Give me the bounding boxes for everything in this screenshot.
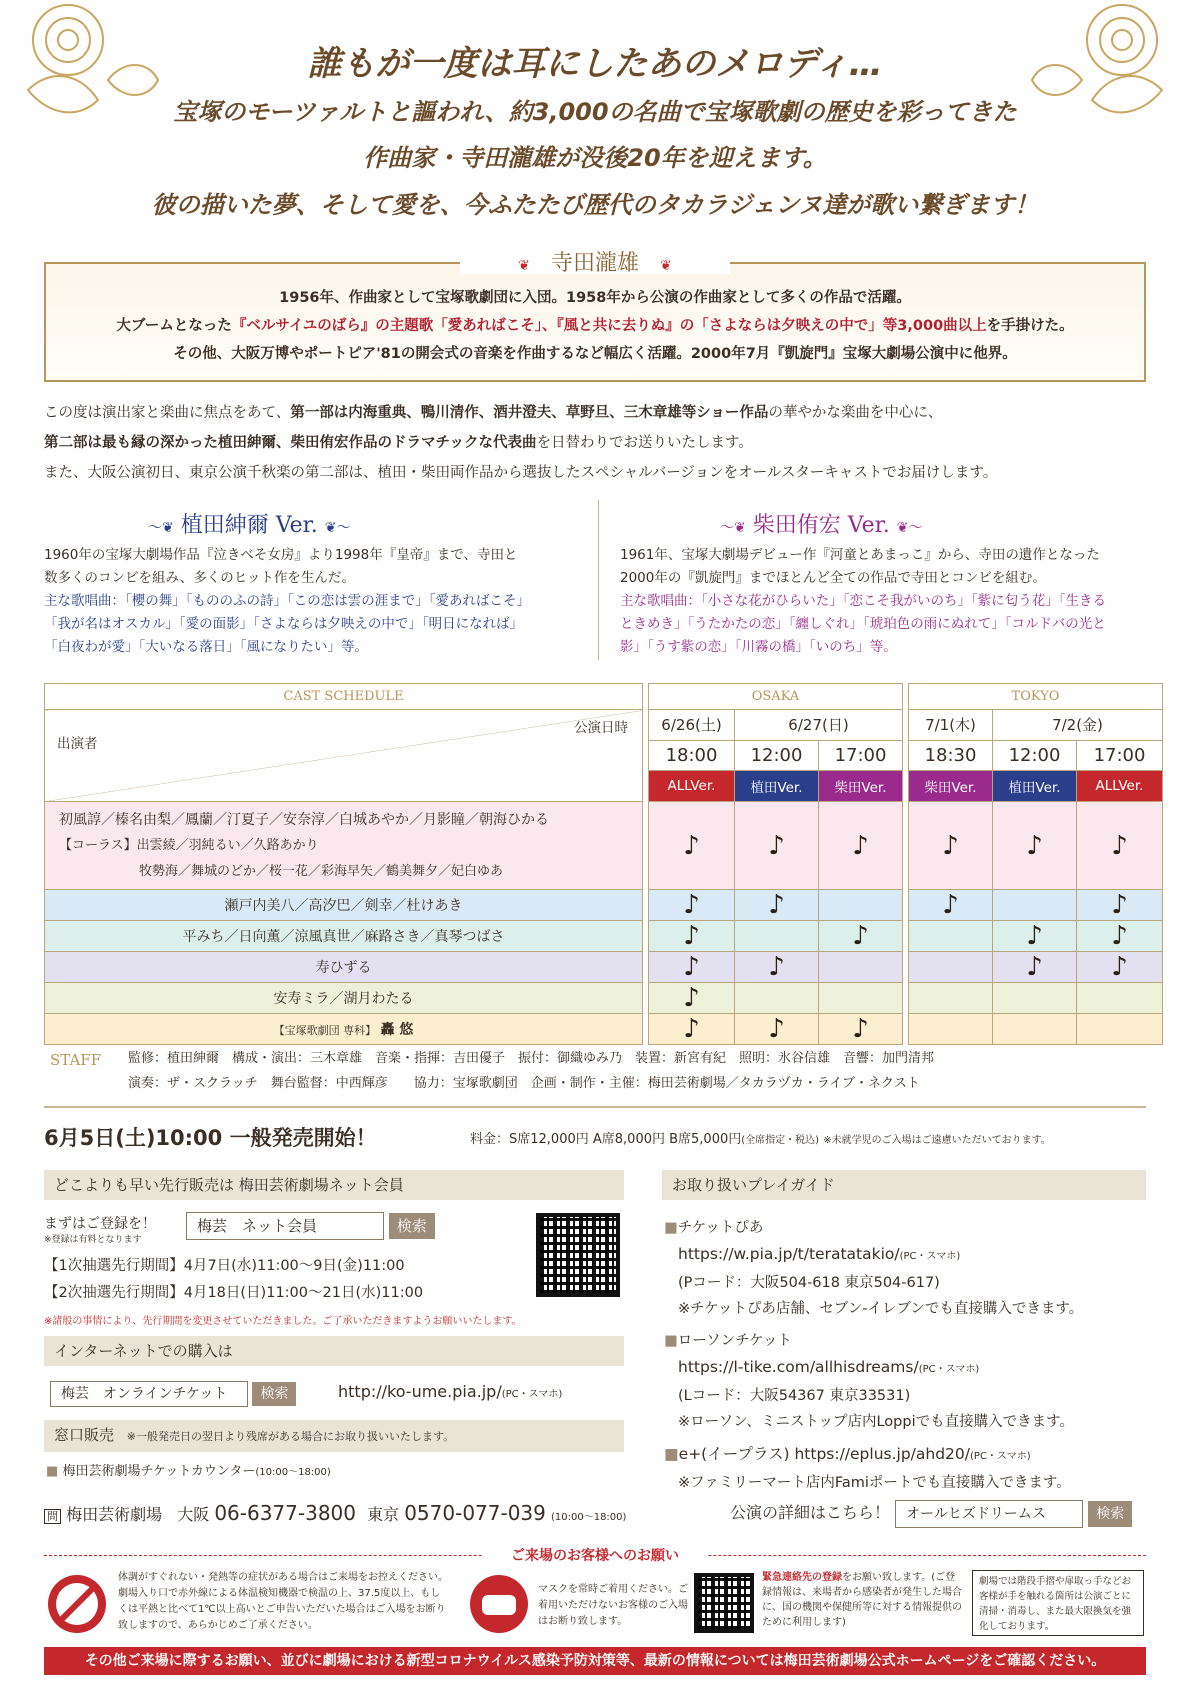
note-icon: ♪ (1077, 952, 1163, 983)
schedule-notice: ※諸般の事情により、先行期間を変更させていただきました。ご了承いただきますようお願いいたします。 (44, 1316, 522, 1327)
cast-row: 【宝塚歌劇団 専科】 轟 悠 (45, 1014, 643, 1045)
date-cell: 6/27(日) (735, 710, 903, 741)
time-cell: 12:00 (735, 740, 819, 771)
note-icon: ♪ (1077, 890, 1163, 921)
cast-row: 瀬戸内美八／高汐巴／剣幸／杜けあき (45, 890, 643, 921)
online-bar: インターネットでの購入は (44, 1336, 624, 1366)
qr-code-icon (536, 1213, 620, 1297)
headline-line1: 誰もが一度は耳にしたあのメロディ… (307, 44, 883, 84)
cast-row: 寿ひずる (45, 952, 643, 983)
note-icon: ♪ (1077, 921, 1163, 952)
cast-schedule-table (44, 683, 1163, 1045)
note-icon: ♪ (735, 952, 819, 983)
note-icon: ♪ (649, 802, 735, 890)
register-text: まずはご登録を！ (44, 1216, 156, 1232)
member-search-input[interactable]: 梅芸 ネット会員 (186, 1212, 384, 1240)
registration-qr-icon (694, 1573, 754, 1633)
sale-title: 6月5日(土)10:00 一般発売開始！ (44, 1126, 377, 1150)
bio-title: ❦ 寺田瀧雄 ❦ (460, 246, 730, 274)
version-badge: 植田Ver. (735, 771, 819, 802)
note-icon: ♪ (819, 1014, 903, 1045)
pia-heading: ■チケットぴあ (664, 1220, 764, 1236)
note-icon: ♪ (649, 1014, 735, 1045)
note-icon: ♪ (1077, 802, 1163, 890)
note-icon: ♪ (993, 952, 1077, 983)
note-icon: ♪ (649, 952, 735, 983)
details-search-input[interactable]: オールヒズドリームス (895, 1500, 1083, 1528)
ueda-title: 〜❦ 植田紳爾 Ver. ❦〜 (148, 513, 351, 538)
window-counter: ■ 梅田芸術劇場チケットカウンター(10:00〜18:00) (46, 1464, 331, 1479)
online-search-input[interactable]: 梅芸 オンラインチケット (50, 1381, 248, 1407)
time-cell: 18:30 (909, 740, 993, 771)
details-search: 公演の詳細はこちら！ オールヒズドリームス 検索 (730, 1500, 1132, 1528)
date-cell: 7/1(木) (909, 710, 993, 741)
version-badge: ALLVer. (1077, 771, 1163, 802)
shibata-title: 〜❦ 柴田侑宏 Ver. ❦〜 (720, 513, 923, 538)
performer-label: 出演者 (57, 736, 98, 752)
playguide-list: ■チケットぴあ https://w.pia.jp/t/teratatakio/(PC・スマホ) (Pコード：大阪504-618 東京504-617) ※チケットぴあ店舗、セブン-イレブンでも直接購入できます。 ■ローソンチケット https://l-tike.com/allhisdreams/(PC・スマホ) (Lコード：大阪54367 東京33531) ※ローソン、ミニストップ店内Loppiでも直接購入できます。 ■e+(イープラス) https://eplus.jp/ahd20/(PC・スマホ) ※ファミリーマート店内Famiポートでも直接購入できます。 (664, 1215, 1083, 1496)
member-search (186, 1212, 435, 1240)
phone-icon: 問 (44, 1509, 61, 1524)
pia-url[interactable]: https://w.pia.jp/t/teratatakio/(PC・スマホ) (678, 1245, 961, 1263)
shibata-description: 1961年、宝塚大劇場デビュー作『河童とあまっこ』から、寺田の遺作となった 2000年の『凱旋門』までほとんど全ての作品で寺田とコンビを組む。 主な歌唱曲：「小さな花がひらいた」「恋こそ我がいのち」「紫に匂う花」「生きる ときめき」「うたかたの恋」「纏しぐれ」「琥珀色の雨にぬれて」「コルドバの光と 影」「うす紫の恋」「川霧の橋」「いのち」等。 (620, 547, 1106, 655)
time-cell: 18:00 (649, 740, 735, 771)
osaka-header: OSAKA (649, 684, 903, 710)
cast-row: 安寿ミラ／湖月わたる (45, 983, 643, 1014)
date-label: 公演日時 (574, 720, 628, 736)
note-icon: ♪ (735, 890, 819, 921)
version-badge: ALLVer. (649, 771, 735, 802)
online-search-button[interactable]: 検索 (252, 1382, 296, 1406)
bio-line1: 1956年、作曲家として宝塚歌劇団に入団。1958年から公演の作曲家として多くの作品で活躍。 (279, 290, 911, 306)
lottery-periods: 【1次抽選先行期間】4月7日(水)11:00〜9日(金)11:00 【2次抽選先行期間】4月18日(日)11:00〜21日(水)11:00 (44, 1258, 424, 1301)
tokyo-header: TOKYO (909, 684, 1163, 710)
fee-note: ※登録は有料となります (44, 1235, 142, 1245)
price-info: 料金：S席12,000円 A席8,000円 B席5,000円(全席指定・税込) ※未就学児のご入場はご遠慮いただいております。 (470, 1132, 1051, 1147)
online-url[interactable]: http://ko-ume.pia.jp/(PC・スマホ) (338, 1382, 563, 1401)
note-icon: ♪ (909, 802, 993, 890)
composer-bio-box (44, 262, 1146, 382)
cast-schedule-header: CAST SCHEDULE (45, 684, 643, 710)
lawson-heading: ■ローソンチケット (664, 1333, 792, 1349)
footer-notice: その他ご来場に際するお願い、並びに劇場における新型コロナウイルス感染予防対策等、最新の情報については梅田芸術劇場公式ホームページをご確認ください。 (44, 1647, 1146, 1675)
ver-divider (598, 500, 599, 660)
hygiene-notice: 劇場では階段手摺や扉取っ手などお客様が手を触れる箇所は公演ごとに清掃・消毒し、また最大限換気を強化しております。 (972, 1570, 1144, 1636)
mask-icon (470, 1575, 528, 1633)
member-bar: どこよりも早い先行販売は 梅田芸術劇場ネット会員 (44, 1170, 624, 1200)
bio-line2: 大ブームとなった『ベルサイユのばら』の主題歌「愛あればこそ」、『風と共に去りぬ』の「さよならは夕映えの中で」等3,000曲以上を手掛けた。 (116, 318, 1074, 334)
version-badge: 柴田Ver. (909, 771, 993, 802)
staff-label: STAFF (50, 1051, 102, 1069)
cast-row: 平みち／日向薫／涼風真世／麻路さき／真琴つばさ (45, 921, 643, 952)
divider (44, 1106, 1146, 1108)
time-cell: 17:00 (819, 740, 903, 771)
intro-text: この度は演出家と楽曲に焦点をあて、第一部は内海重典、鴨川清作、酒井澄夫、草野旦、三木章雄等ショー作品の華やかな楽曲を中心に、 第二部は最も縁の深かった植田紳爾、柴田侑宏作品のドラマチックな代表曲を日替わりでお送りいたします。 また、大阪公演初日、東京公演千秋楽の第二部は、植田・柴田両作品から選抜したスペシャルバージョンをオールスターキャストでお届けします。 (44, 405, 998, 481)
date-cell: 7/2(金) (993, 710, 1163, 741)
details-search-button[interactable]: 検索 (1088, 1501, 1132, 1527)
staff-credits: 監修：植田紳爾 構成・演出：三木章雄 音楽・指揮：吉田優子 振付：御織ゆみ乃 装置：新宮有紀 照明：氷谷信雄 音響：加門清邦 演奏：ザ・スクラッチ 舞台監督：中西輝彦 協力：宝塚歌劇団 企画・制作・主催：梅田芸術劇場／タカラヅカ・ライブ・ネクスト (128, 1051, 935, 1091)
registration-notice: 緊急連絡先の登録をお願い致します。(ご登録情報は、来場者から感染者が発生した場合に、国の機関や保健所等に対する情報提供のために利用します) (762, 1572, 962, 1628)
request-title: ご来場のお客様へのお願い (482, 1545, 708, 1565)
headline-line2: 宝塚のモーツァルトと謳われ、約3,000の名曲で宝塚歌劇の歴史を彩ってきた (173, 98, 1017, 126)
time-cell: 12:00 (993, 740, 1077, 771)
playguide-bar: お取り扱いプレイガイド (662, 1170, 1146, 1200)
mask-notice: マスクを常時ご着用ください。ご着用いただけないお客様のご入場はお断り致します。 (538, 1584, 688, 1627)
eplus-line[interactable]: ■e+(イープラス) https://eplus.jp/ahd20/(PC・スマホ) (664, 1445, 1031, 1463)
online-search (50, 1381, 296, 1407)
note-icon: ♪ (735, 802, 819, 890)
cast-row-all: 初風諄／榛名由梨／鳳蘭／汀夏子／安奈淳／白城あやか／月影瞳／朝海ひかる 【コーラス】出雲綾／羽純るい／久路あかり 牧勢海／舞城のどか／桜一花／彩海早矢／鶴美舞夕／妃白ゆあ (45, 802, 643, 890)
fever-notice: 体調がすぐれない・発熱等の症状がある場合はご来場をお控えください。劇場入り口で赤外線による体温検知機器で検温の上、37.5度以上、もしくは平熱と比べて1℃以上高いとご申告いただいた場合はご入場をお断り致しますので、あらかじめご了承ください。 (118, 1572, 448, 1631)
version-badge: 植田Ver. (993, 771, 1077, 802)
note-icon: ♪ (735, 1014, 819, 1045)
note-icon: ♪ (649, 890, 735, 921)
window-bar: 窓口販売 ※一般発売日の翌日より残席がある場合にお取り扱いいたします。 (44, 1420, 624, 1452)
note-icon: ♪ (819, 802, 903, 890)
bio-line3: その他、大阪万博やポートピア'81の開会式の音楽を作曲するなど幅広く活躍。2000年7月『凱旋門』宝塚大劇場公演中に他界。 (173, 346, 1017, 362)
headline-line4: 彼の描いた夢、そして愛を、今ふたたび歴代のタカラジェンヌ達が歌い繋ぎます！ (151, 191, 1039, 219)
note-icon: ♪ (993, 802, 1077, 890)
note-icon: ♪ (649, 983, 735, 1014)
ueda-description: 1960年の宝塚大劇場作品『泣きべそ女房』より1998年『皇帝』まで、寺田と 数多くのコンビを組み、多くのヒット作を生んだ。 主な歌唱曲：「櫻の舞」「もののふの詩」「この恋は雲の涯まで」「愛あればこそ」 「我が名はオスカル」「愛の面影」「さよならは夕映えの中で」「明日になれば」 「白夜わが愛」「大いなる落日」「風になりたい」等。 (44, 547, 530, 655)
no-fever-icon (48, 1575, 106, 1633)
note-icon: ♪ (649, 921, 735, 952)
note-icon: ♪ (993, 921, 1077, 952)
time-cell: 17:00 (1077, 740, 1163, 771)
date-cell: 6/26(土) (649, 710, 735, 741)
header-diagonal-cell (45, 710, 643, 802)
lawson-url[interactable]: https://l-tike.com/allhisdreams/(PC・スマホ) (678, 1358, 980, 1376)
headline-line3: 作曲家・寺田瀧雄が没後20年を迎えます。 (363, 144, 827, 172)
note-icon: ♪ (819, 921, 903, 952)
member-search-button[interactable]: 検索 (389, 1213, 435, 1239)
note-icon: ♪ (909, 890, 993, 921)
contact-line: 問 梅田芸術劇場 大阪 06-6377-3800 東京 0570-077-039 (10:00〜18:00) (44, 1500, 626, 1531)
version-badge: 柴田Ver. (819, 771, 903, 802)
